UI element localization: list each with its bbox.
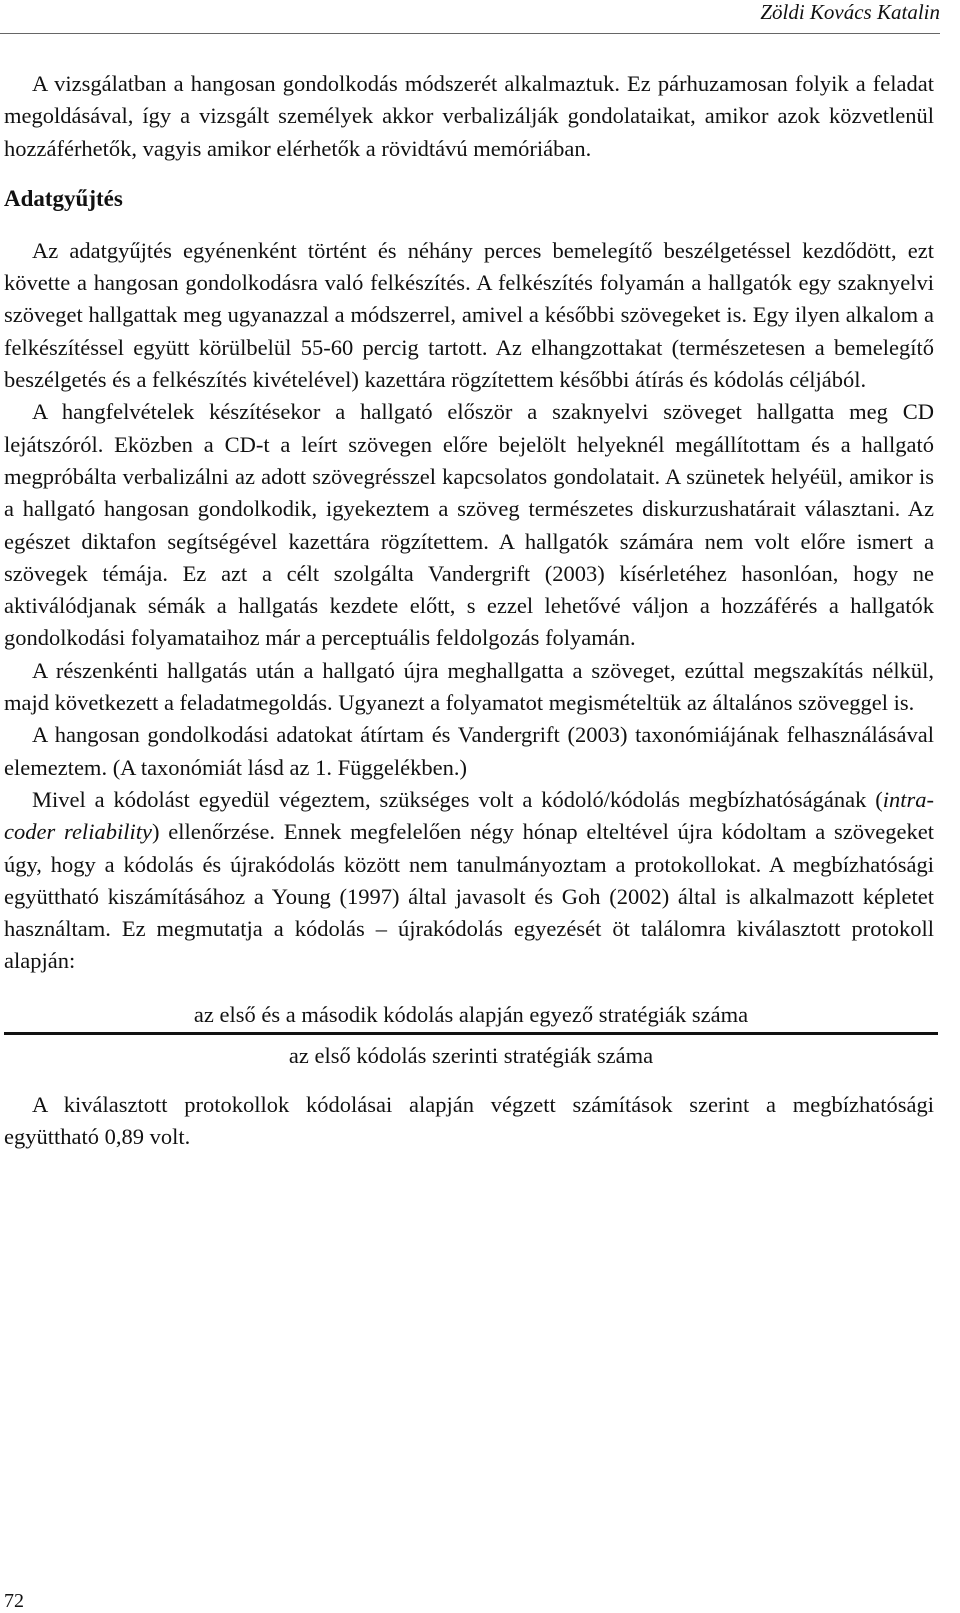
paragraph-4: A hangosan gondolkodási adatokat átírtam és Vandergrift (2003) taxonómiájának felhasználásával elemeztem. (A taxonómiát lásd az 1. Függelékben.) bbox=[4, 722, 934, 780]
page-body bbox=[4, 68, 934, 1153]
formula-numerator: az első és a második kódolás alapján egyező stratégiák száma bbox=[193, 1001, 749, 1027]
paragraph-5-after: ) ellenőrzése. Ennek megfelelően négy hónap elteltével újra kódoltam a szövegeket úgy, hogy a kódolás és újrakódolás között nem tanulmányoztam a protokollokat. A megbízhatósági együttható kiszámításához a Young (1997) által javasolt és Goh (2002) által is alkalmazott képletet használtam. Ez megmutatja a kódolás – újrakódolás egyezését öt találomra kiválasztott protokoll alapján: bbox=[4, 819, 934, 974]
running-header: Zöldi Kovács Katalin bbox=[760, 0, 940, 24]
paragraph-2: A hangfelvételek készítésekor a hallgató először a szaknyelvi szöveget hallgatta meg CD lejátszóról. Eközben a CD-t a leírt szövegen előre bejelölt helyeknél megállítottam és a hallgató megpróbálta verbalizálni az adott szövegrésszel kapcsolatos gondolatait. A szünetek helyéül, amikor is a hallgató hangosan gondolkodik, igyekeztem a szöveg természetes diskurzushatárait választani. Az egészet diktafon segítségével kazettára rögzítettem. A hallgatók számára nem volt előre ismert a szövegek témája. Ez azt a célt szolgálta Vandergrift (2003) kísérletéhez hasonlóan, hogy ne aktiválódjanak sémák a hallgatás kezdete előtt, s ezzel lehetővé váljon a hozzáférés a hallgatók gondolkodási folyamataihoz már a perceptuális feldolgozás folyamán. bbox=[4, 399, 934, 651]
paragraph-1: Az adatgyűjtés egyénenként történt és néhány perces bemelegítő beszélgetéssel kezdődött, ezt követte a hangosan gondolkodásra való felkészítés. A felkészítés folyamán a hallgatók egy szaknyelvi szöveget hallgattak meg ugyanazzal a módszerrel, amivel a későbbi szövegeket is. Egy ilyen alkalom a felkészítéssel együtt körülbelül 55-60 percig tartott. Az elhangzottakat (természetesen a bemelegítő beszélgetés és a felkészítés kivételével) kazettára rögzítettem későbbi átírás és kódolás céljából. bbox=[4, 237, 934, 393]
formula-denominator: az első kódolás szerinti stratégiák száma bbox=[288, 1042, 654, 1068]
paragraph-3: A részenkénti hallgatás után a hallgató újra meghallgatta a szöveget, ezúttal megszakítás nélkül, majd következett a feladatmegoldás. Ugyanezt a folyamatot megismételtük az általános szöveggel is. bbox=[4, 657, 934, 716]
page-number: 72 bbox=[4, 1590, 24, 1612]
paragraph-5-before: Mivel a kódolást egyedül végeztem, szükséges volt a kódoló/kódolás megbízhatóságának ( bbox=[32, 786, 883, 812]
intra-coder-term: intra-coder reliability bbox=[4, 786, 934, 845]
reliability-formula bbox=[4, 1000, 938, 1071]
intro-paragraph: A vizsgálatban a hangosan gondolkodás módszerét alkalmaztuk. Ez párhuzamosan folyik a feladat megoldásával, így a vizsgált személyek akkor verbalizálják gondolataikat, amikor azok közvetlenül hozzáférhetők, vagyis amikor elérhetők a rövidtávú memóriában. bbox=[4, 71, 934, 161]
header-divider bbox=[0, 33, 940, 34]
paragraph-5 bbox=[4, 784, 934, 978]
result-paragraph: A kiválasztott protokollok kódolásai alapján végzett számítások szerint a megbízhatósági együttható 0,89 volt. bbox=[4, 1091, 934, 1150]
section-heading: Adatgyűjtés bbox=[4, 185, 123, 211]
fraction-bar bbox=[4, 1032, 938, 1035]
